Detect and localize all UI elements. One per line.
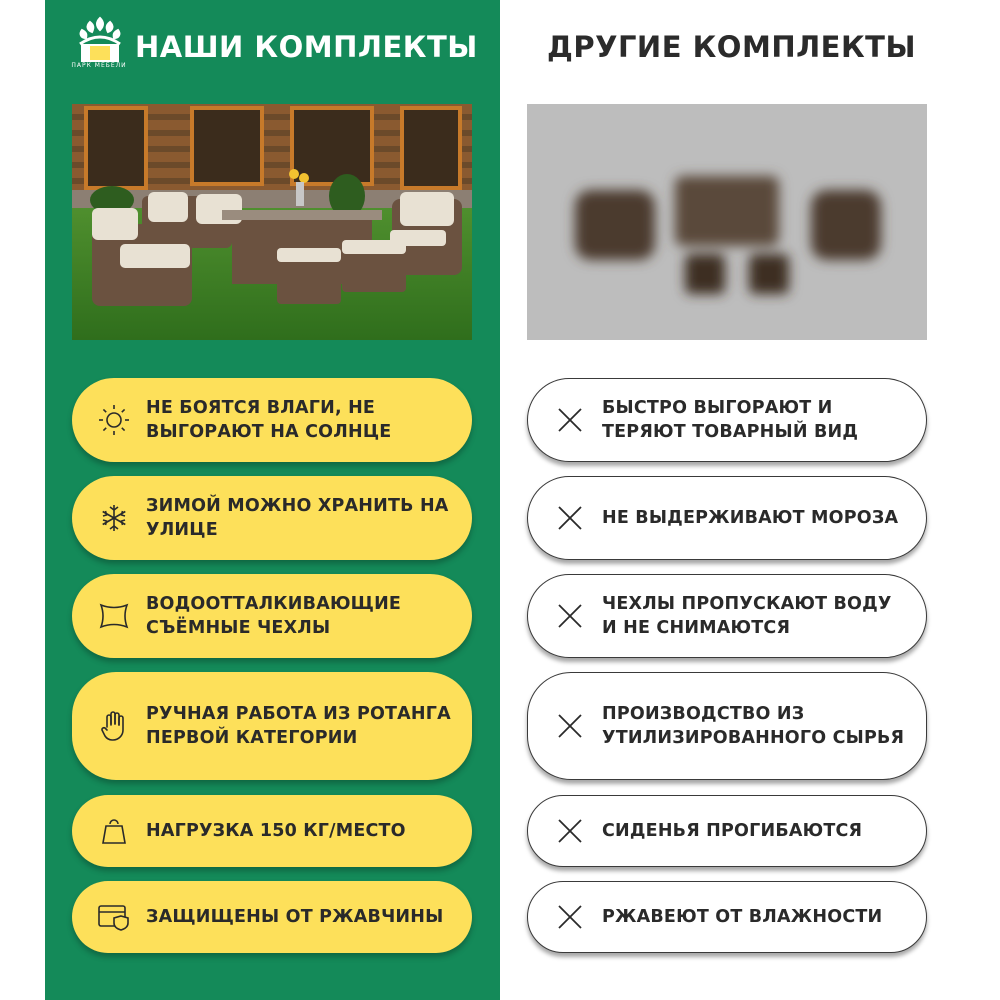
cross-icon [552, 899, 588, 935]
other-drawback-4-text: ПРОИЗВОДСТВО ИЗ УТИЛИЗИРОВАННОГО СЫРЬЯ [602, 704, 905, 748]
our-feature-5-text: НАГРУЗКА 150 КГ/МЕСТО [146, 821, 406, 841]
brand-logo-text: ПАРК МЕБЕЛИ [71, 62, 127, 69]
other-drawback-2 [527, 476, 927, 560]
our-feature-4-text: РУЧНАЯ РАБОТА ИЗ РОТАНГА ПЕРВОЙ КАТЕГОРИИ [146, 704, 451, 748]
our-feature-2-text: ЗИМОЙ МОЖНО ХРАНИТЬ НА УЛИЦЕ [146, 496, 449, 540]
weight-icon [96, 813, 132, 849]
sun-icon [96, 402, 132, 438]
cross-icon [552, 598, 588, 634]
our-feature-3 [72, 574, 472, 658]
our-furniture-photo [72, 104, 472, 340]
other-drawback-3-text: ЧЕХЛЫ ПРОПУСКАЮТ ВОДУ И НЕ СНИМАЮТСЯ [602, 594, 892, 638]
other-furniture-photo [527, 104, 927, 340]
other-drawback-5-text: СИДЕНЬЯ ПРОГИБАЮТСЯ [602, 821, 863, 841]
other-drawback-6-text: РЖАВЕЮТ ОТ ВЛАЖНОСТИ [602, 907, 883, 927]
cross-icon [552, 708, 588, 744]
other-drawback-5 [527, 795, 927, 867]
cross-icon [552, 813, 588, 849]
other-drawback-3 [527, 574, 927, 658]
our-feature-6-text: ЗАЩИЩЕНЫ ОТ РЖАВЧИНЫ [146, 907, 444, 927]
our-feature-4 [72, 672, 472, 780]
other-drawback-1-text: БЫСТРО ВЫГОРАЮТ И ТЕРЯЮТ ТОВАРНЫЙ ВИД [602, 398, 859, 442]
snowflake-icon [96, 500, 132, 536]
other-drawback-1 [527, 378, 927, 462]
cross-icon [552, 402, 588, 438]
our-feature-5 [72, 795, 472, 867]
other-drawback-2-text: НЕ ВЫДЕРЖИВАЮТ МОРОЗА [602, 508, 899, 528]
hand-icon [96, 708, 132, 744]
other-sets-title: ДРУГИЕ КОМПЛЕКТЫ [547, 30, 917, 64]
other-drawback-6 [527, 881, 927, 953]
pillow-icon [96, 598, 132, 634]
our-feature-1-text: НЕ БОЯТСЯ ВЛАГИ, НЕ ВЫГОРАЮТ НА СОЛНЦЕ [146, 398, 392, 442]
cross-icon [552, 500, 588, 536]
our-sets-title: НАШИ КОМПЛЕКТЫ [135, 30, 478, 64]
shield-card-icon [96, 899, 132, 935]
our-feature-6 [72, 881, 472, 953]
our-feature-3-text: ВОДООТТАЛКИВАЮЩИЕ СЪЁМНЫЕ ЧЕХЛЫ [146, 594, 402, 638]
our-feature-1 [72, 378, 472, 462]
our-feature-2 [72, 476, 472, 560]
other-drawback-4 [527, 672, 927, 780]
